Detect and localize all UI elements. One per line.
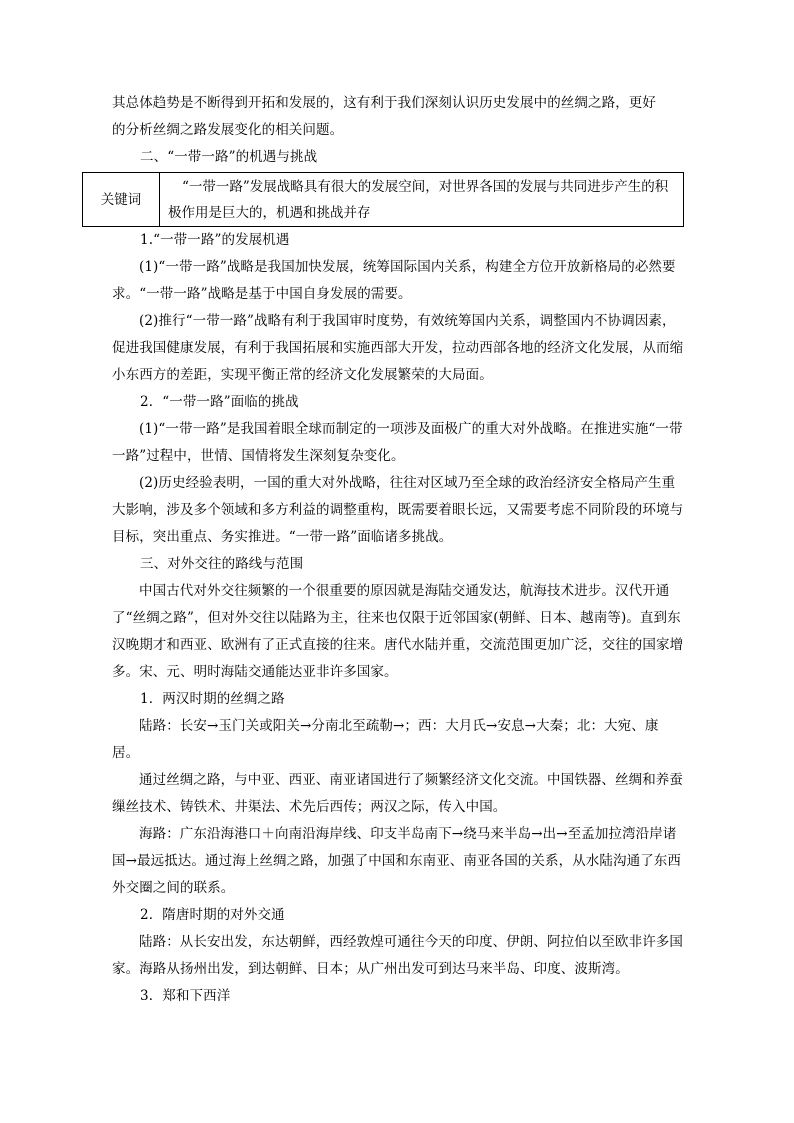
keyword-label: 关键词 <box>83 173 160 227</box>
section2-sub1-paragraph-1: (1)“一带一路”战略是我国加快发展，统筹国际国内关系，构建全方位开放新格局的必然要求。“一带一路”战略是基于中国自身发展的需要。 <box>112 259 676 302</box>
document-page <box>100 90 684 1010</box>
section3-paragraph-1: 中国古代对外交往频繁的一个很重要的原因就是海陆交通发达，航海技术进步。汉代开通了“丝绸之路”，但对外交往以陆路为主，往来也仅限于近邻国家(朝鲜、日本、越南等)。直到东汉晚期才和西亚、欧洲有了正式直接的往来。唐代水陆并重，交流范围更加广泛，交往的国家增多。宋、元、明时海陆交通能达亚非许多国家。 <box>112 583 684 680</box>
section3-sub3-heading: 3．郑和下西洋 <box>140 988 231 1004</box>
section3-sub1-paragraph-3: 海路：广东沿海港口＋向南沿海岸线、印支半岛南下→绕马来半岛→出→至孟加拉湾沿岸诸国→最远抵达。通过海上丝绸之路，加强了中国和东南亚、南亚各国的关系，从水陆沟通了东西外交圈之间的联系。 <box>112 826 682 896</box>
section2-sub2-paragraph-2: (2)历史经验表明，一国的重大对外战略，往往对区域乃至全球的政治经济安全格局产生重大影响，涉及多个领域和多方利益的调整重构，既需要着眼长远，又需要考虑不同阶段的环境与目标，突出重点、务实推进。“一带一路”面临诸多挑战。 <box>112 475 684 545</box>
section2-heading: 二、“一带一路”的机遇与挑战 <box>140 149 318 165</box>
intro-line-1: 其总体趋势是不断得到开拓和发展的，这有利于我们深刻认识历史发展中的丝绸之路，更好 <box>112 95 656 111</box>
intro-line-2: 的分析丝绸之路发展变化的相关问题。 <box>112 122 344 138</box>
keyword-text: “一带一路”发展战略具有很大的发展空间，对世界各国的发展与共同进步产生的积极作用是巨大的，机遇和挑战并存 <box>160 173 684 227</box>
section3-sub2-paragraph-1: 陆路：从长安出发，东达朝鲜，西经敦煌可通往今天的印度、伊朗、阿拉伯以至欧非许多国家。海路从扬州出发，到达朝鲜、日本；从广州出发可到达马来半岛、印度、波斯湾。 <box>112 934 683 977</box>
section3-sub1-paragraph-1: 陆路：长安→玉门关或阳关→分南北至疏勒→；西：大月氏→安息→大秦；北：大宛、康居。 <box>112 718 659 761</box>
section3-heading: 三、对外交往的路线与范围 <box>140 556 304 572</box>
section2-sub2-heading: 2．“一带一路”面临的挑战 <box>140 394 299 410</box>
section2-sub1-paragraph-2: (2)推行“一带一路”战略有利于我国审时度势，有效统筹国内关系，调整国内不协调因素，促进我国健康发展，有利于我国拓展和实施西部大开发，拉动西部各地的经济文化发展，从而缩小东西方的差距，实现平衡正常的经济文化发展繁荣的大局面。 <box>112 313 684 383</box>
section3-sub1-heading: 1．两汉时期的丝绸之路 <box>140 691 285 707</box>
section2-sub1-heading: 1.“一带一路”的发展机遇 <box>140 232 290 248</box>
section3-sub2-heading: 2．隋唐时期的对外交通 <box>140 907 285 923</box>
section2-sub2-paragraph-1: (1)“一带一路”是我国着眼全球而制定的一项涉及面极广的重大对外战略。在推进实施“一带一路”过程中，世情、国情将发生深刻复杂变化。 <box>112 421 683 464</box>
section3-sub1-paragraph-2: 通过丝绸之路，与中亚、西亚、南亚诸国进行了频繁经济文化交流。中国铁器、丝绸和养蚕缫丝技术、铸铁术、井渠法、术先后西传；两汉之际，传入中国。 <box>112 772 683 815</box>
keyword-table <box>82 172 684 227</box>
